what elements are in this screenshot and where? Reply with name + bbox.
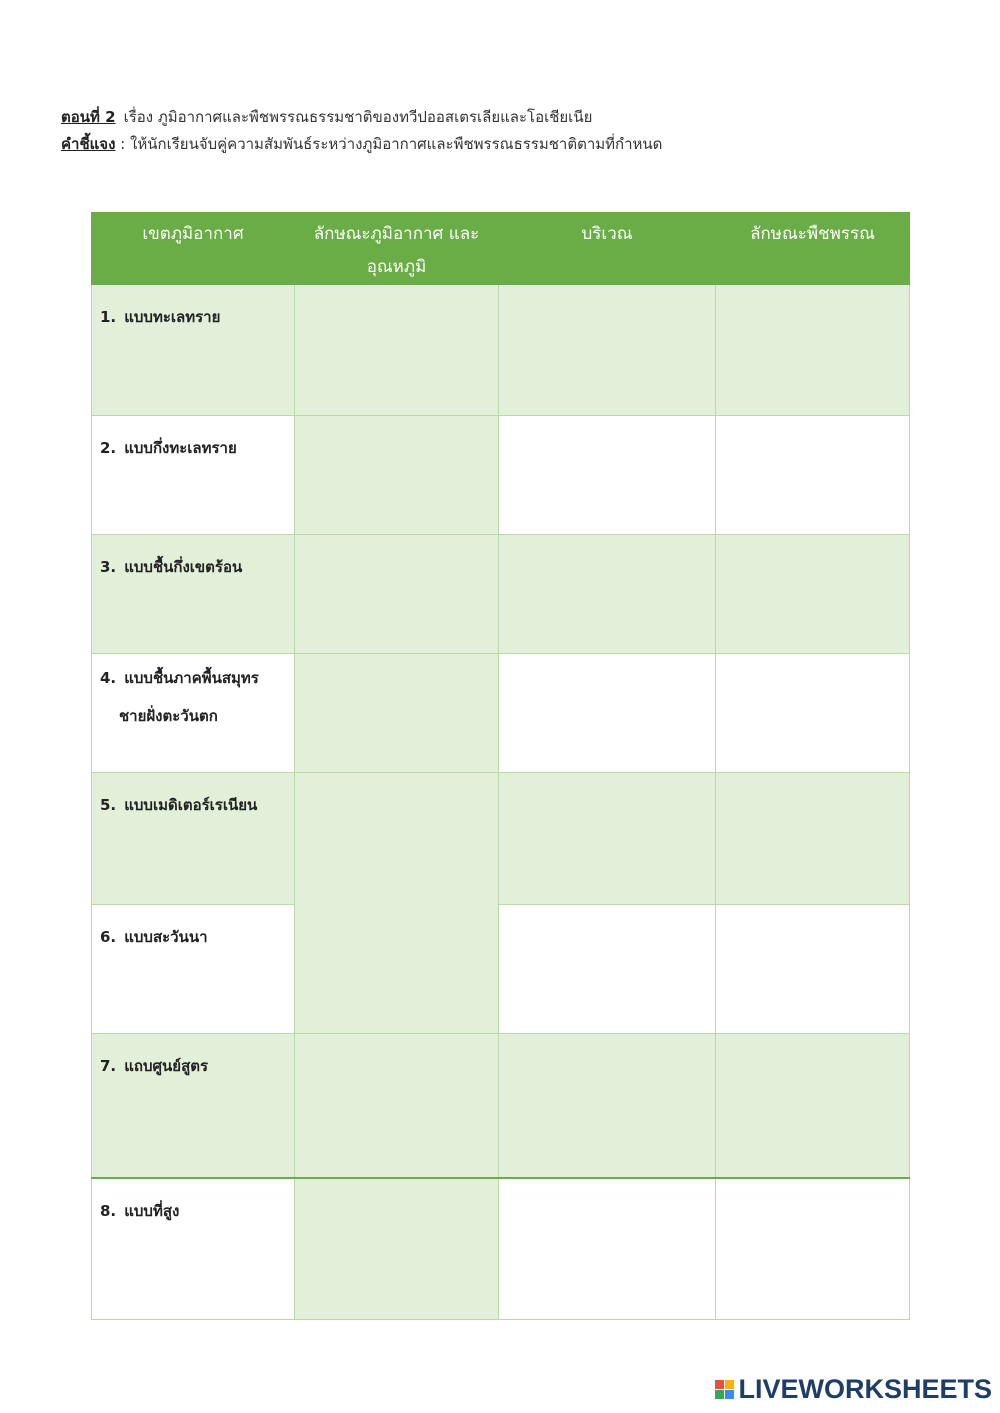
zone-cell xyxy=(92,654,295,773)
brand-name: LIVEWORKSHEETS xyxy=(738,1374,992,1404)
matching-table xyxy=(91,212,910,1320)
zone-cell xyxy=(92,905,295,1034)
table-row xyxy=(92,416,910,535)
table-header-row xyxy=(92,213,910,285)
row-number: 6. xyxy=(100,928,117,946)
zone-label: แถบศูนย์สูตร xyxy=(124,1057,209,1075)
vegetation-answer-cell[interactable] xyxy=(716,285,910,416)
vegetation-answer-cell[interactable] xyxy=(716,905,910,1034)
climate-answer-cell[interactable] xyxy=(295,535,499,654)
region-answer-cell[interactable] xyxy=(499,285,716,416)
logo-square xyxy=(715,1390,724,1399)
climate-answer-cell[interactable] xyxy=(295,285,499,416)
zone-label: แบบเมดิเตอร์เรเนียน xyxy=(124,796,258,814)
zone-label: แบบสะวันนา xyxy=(124,928,208,946)
region-answer-cell[interactable] xyxy=(499,773,716,905)
table-row xyxy=(92,905,910,1034)
zone-label: แบบชื้นกึ่งเขตร้อน xyxy=(124,558,243,576)
part-line xyxy=(61,104,662,131)
logo-square xyxy=(715,1380,724,1389)
zone-cell xyxy=(92,416,295,535)
header-climate-temperature: ลักษณะภูมิอากาศ และอุณหภูมิ xyxy=(295,213,499,285)
table-row xyxy=(92,535,910,654)
climate-answer-cell[interactable] xyxy=(295,416,499,535)
logo-square xyxy=(725,1390,734,1399)
region-answer-cell[interactable] xyxy=(499,416,716,535)
region-answer-cell[interactable] xyxy=(499,654,716,773)
climate-answer-cell[interactable] xyxy=(295,654,499,773)
region-answer-cell[interactable] xyxy=(499,1034,716,1178)
climate-answer-cell[interactable] xyxy=(295,1178,499,1320)
row-number: 4. xyxy=(100,669,117,687)
table-row xyxy=(92,1034,910,1178)
zone-cell xyxy=(92,285,295,416)
region-answer-cell[interactable] xyxy=(499,905,716,1034)
row-number: 2. xyxy=(100,439,117,457)
vegetation-answer-cell[interactable] xyxy=(716,1178,910,1320)
zone-cell xyxy=(92,535,295,654)
zone-cell xyxy=(92,773,295,905)
row-number: 8. xyxy=(100,1201,117,1220)
header-climate-zone: เขตภูมิอากาศ xyxy=(92,213,295,285)
logo-squares-icon xyxy=(715,1380,734,1399)
header-region: บริเวณ xyxy=(499,213,716,285)
directive-text: ให้นักเรียนจับคู่ความสัมพันธ์ระหว่างภูมิอากาศและพืชพรรณธรรมชาติตามที่กำหนด xyxy=(130,135,663,153)
row-number: 5. xyxy=(100,796,117,814)
header-vegetation: ลักษณะพืชพรรณ xyxy=(716,213,910,285)
zone-label-continuation: ชายฝั่งตะวันตก xyxy=(119,707,218,725)
row-number: 7. xyxy=(100,1057,117,1075)
liveworksheets-logo[interactable] xyxy=(715,1374,992,1405)
part-label: ตอนที่ 2 xyxy=(61,108,116,126)
zone-cell xyxy=(92,1034,295,1178)
zone-label: แบบที่สูง xyxy=(124,1201,180,1220)
vegetation-answer-cell[interactable] xyxy=(716,773,910,905)
climate-answer-cell-merged[interactable] xyxy=(295,773,499,1034)
row-number: 1. xyxy=(100,308,117,326)
logo-square xyxy=(725,1380,734,1389)
table-row xyxy=(92,1178,910,1320)
directive-line xyxy=(61,131,662,158)
row-number: 3. xyxy=(100,558,117,576)
zone-label: แบบชื้นภาคพื้นสมุทร xyxy=(124,669,259,687)
table-row xyxy=(92,285,910,416)
zone-cell xyxy=(92,1178,295,1320)
table-row xyxy=(92,773,910,905)
climate-answer-cell[interactable] xyxy=(295,1034,499,1178)
vegetation-answer-cell[interactable] xyxy=(716,416,910,535)
table-row xyxy=(92,654,910,773)
vegetation-answer-cell[interactable] xyxy=(716,654,910,773)
directive-label: คำชี้แจง xyxy=(61,135,116,153)
directive-separator: : xyxy=(120,135,126,153)
region-answer-cell[interactable] xyxy=(499,535,716,654)
vegetation-answer-cell[interactable] xyxy=(716,1034,910,1178)
region-answer-cell[interactable] xyxy=(499,1178,716,1320)
zone-label: แบบกึ่งทะเลทราย xyxy=(124,439,237,457)
instructions xyxy=(61,104,662,158)
vegetation-answer-cell[interactable] xyxy=(716,535,910,654)
zone-label: แบบทะเลทราย xyxy=(124,308,221,326)
part-text: เรื่อง ภูมิอากาศและพืชพรรณธรรมชาติของทวีปออสเตรเลียและโอเชียเนีย xyxy=(123,108,593,126)
